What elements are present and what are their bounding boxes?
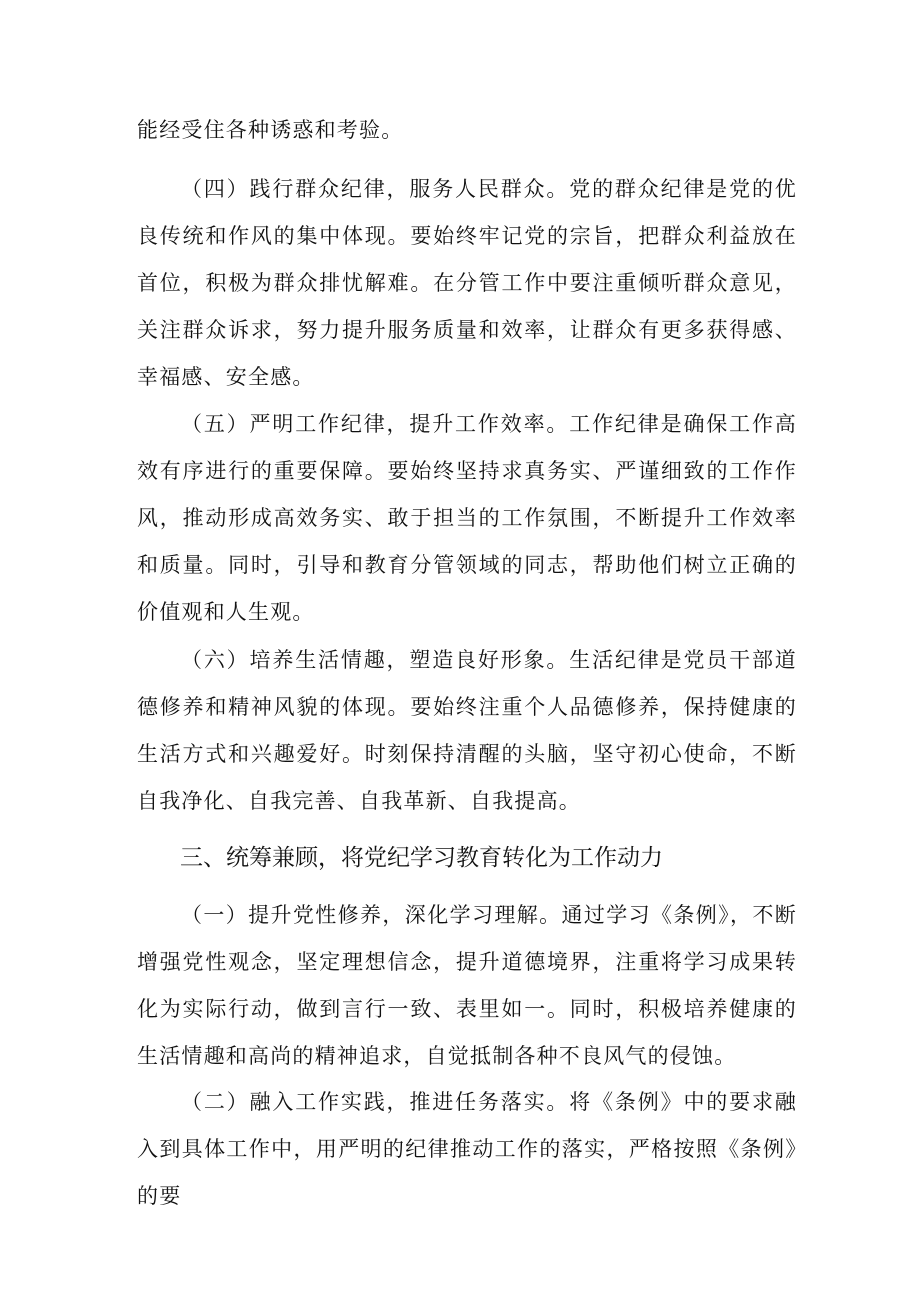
paragraph-continuation: 能经受住各种诱惑和考验。 [137,118,404,142]
paragraph-mass-discipline: （四）践行群众纪律，服务人民群众。党的群众纪律是党的优良传统和作风的集中体现。要始终牢记党的宗旨，把群众利益放在首位，积极为群众排忧解难。在分管工作中要注重倾听群众意见，关注群众诉求，努力提升服务质量和效率，让群众有更多获得感、幸福感、安全感。 [137,177,797,389]
paragraph-work-practice: （二）融入工作实践，推进任务落实。将《条例》中的要求融入到具体工作中，用严明的纪律推动工作的落实，严格按照《条例》的要 [137,1090,797,1208]
paragraph-party-spirit: （一）提升党性修养，深化学习理解。通过学习《条例》，不断增强党性观念，坚定理想信念，提升道德境界，注重将学习成果转化为实际行动，做到言行一致、表里如一。同时，积极培养健康的生活情趣和高尚的精神追求，自觉抵制各种不良风气的侵蚀。 [137,903,797,1068]
section-heading-three: 三、统筹兼顾，将党纪学习教育转化为工作动力 [180,845,663,871]
paragraph-life-discipline: （六）培养生活情趣，塑造良好形象。生活纪律是党员干部道德修养和精神风貌的体现。要始终注重个人品德修养，保持健康的生活方式和兴趣爱好。时刻保持清醒的头脑，坚守初心使命，不断自我净化、自我完善、自我革新、自我提高。 [137,648,797,813]
paragraph-work-discipline: （五）严明工作纪律，提升工作效率。工作纪律是确保工作高效有序进行的重要保障。要始终坚持求真务实、严谨细致的工作作风，推动形成高效务实、敢于担当的工作氛围，不断提升工作效率和质量。同时，引导和教育分管领域的同志，帮助他们树立正确的价值观和人生观。 [137,412,797,624]
